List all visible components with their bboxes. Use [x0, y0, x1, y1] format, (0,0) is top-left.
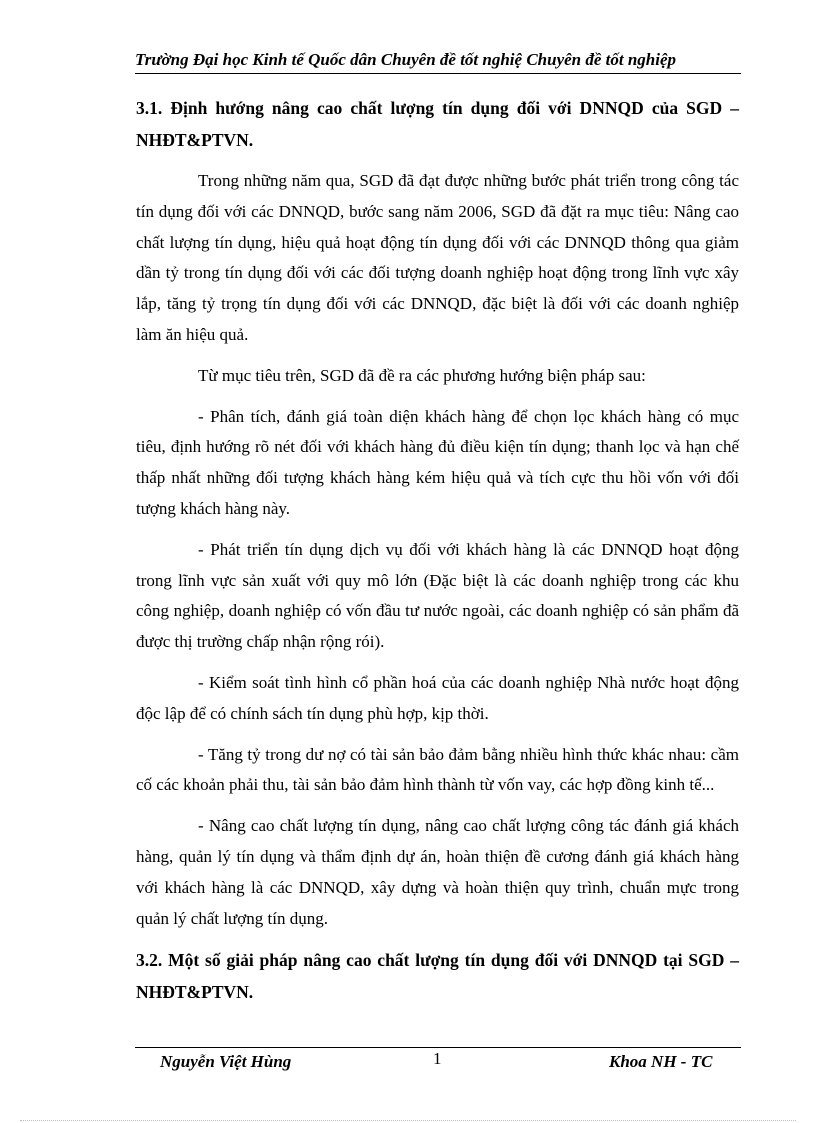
paragraph: - Kiểm soát tình hình cổ phần hoá của các doanh nghiệp Nhà nước hoạt động độc lập để có chính sách tín dụng phù hợp, kịp thời.	[136, 672, 739, 723]
page-edge	[20, 1120, 796, 1121]
paragraph: Từ mục tiêu trên, SGD đã đề ra các phương hướng biện pháp sau:	[198, 365, 646, 385]
page-header: Trường Đại học Kinh tế Quốc dân Chuyên đề tốt nghiệ Chuyên đề tốt nghiệp	[135, 50, 677, 69]
footer-divider	[135, 1047, 741, 1048]
paragraph: - Phân tích, đánh giá toàn diện khách hàng để chọn lọc khách hàng có mục tiêu, định hướng rõ nét đối với khách hàng đủ điều kiện tín dụng; thanh lọc và hạn chế thấp nhất những đối tượng khách hàng kém hiệu quả và tích cực thu hồi vốn với đối tượng khách hàng này.	[136, 406, 739, 518]
page-number: 1	[433, 1049, 442, 1068]
footer-department: Khoa NH - TC	[609, 1052, 713, 1071]
footer-author: Nguyễn Việt Hùng	[160, 1052, 292, 1071]
section-heading-3-2: 3.2. Một số giải pháp nâng cao chất lượng tín dụng đối với DNNQD tại SGD – NHĐT&PTVN.	[136, 950, 739, 1003]
paragraph: - Phát triển tín dụng dịch vụ đối với khách hàng là các DNNQD hoạt động trong lĩnh vực sản xuất với quy mô lớn (Đặc biệt là các doanh nghiệp trong các khu công nghiệp, doanh nghiệp có vốn đầu tư nước ngoài, các doanh nghiệp có sản phẩm đã được thị trường chấp nhận rộng rói).	[136, 539, 739, 652]
paragraph: - Tăng tỷ trong dư nợ có tài sản bảo đảm bằng nhiều hình thức khác nhau: cầm cố các khoản phải thu, tài sản bảo đảm hình thành từ vốn vay, các hợp đồng kinh tế...	[136, 744, 739, 795]
section-heading-3-1: 3.1. Định hướng nâng cao chất lượng tín dụng đối với DNNQD của SGD – NHĐT&PTVN.	[136, 98, 739, 150]
paragraph: Trong những năm qua, SGD đã đạt được những bước phát triển trong công tác tín dụng đối với các DNNQD, bước sang năm 2006, SGD đã đặt ra mục tiêu: Nâng cao chất lượng tín dụng, hiệu quả hoạt động tín dụng đối với các DNNQD thông qua giảm dần tỷ trong tín dụng đối với các đối tượng doanh nghiệp hoạt động trong lĩnh vực xây lắp, tăng tỷ trọng tín dụng đối với các DNNQD, đặc biệt là đối với các doanh nghiệp làm ăn hiệu quả.	[136, 171, 739, 344]
header-divider	[135, 73, 741, 74]
document-body	[136, 92, 739, 1018]
paragraph: - Nâng cao chất lượng tín dụng, nâng cao chất lượng công tác đánh giá khách hàng, quản lý tín dụng và thẩm định dự án, hoàn thiện đề cương đánh giá khách hàng với khách hàng là các DNNQD, xây dựng và hoàn thiện quy trình, chuẩn mực trong quản lý chất lượng tín dụng.	[136, 816, 739, 928]
